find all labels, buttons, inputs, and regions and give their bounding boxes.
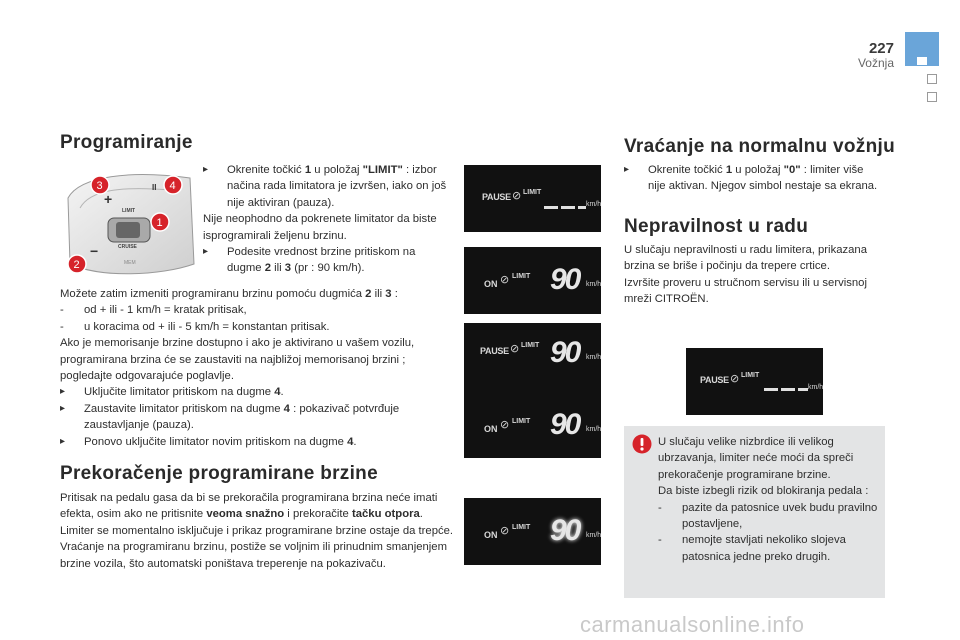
bullet-icon: ▸ — [203, 246, 209, 258]
paragraph: Limiter se momentalno isključuje i prikaz programirane brzine ostaje da trepće. — [60, 524, 454, 537]
list-item: ▸ Okrenite točkić 1 u položaj "LIMIT" : izbor načina rada limitatora je izvršen, iako on još nije aktiviran (pauza). — [203, 164, 447, 209]
speed-value: 90 — [550, 336, 580, 369]
dash-marker: - — [60, 320, 64, 333]
limiter-symbol-icon: ⊘ — [510, 343, 520, 355]
bullet-icon: ▸ — [624, 164, 630, 175]
paragraph: Pritisak na pedalu gasa da bi se prekoračila programirana brzina neće imati efekta, osim ako ne pritisnite veoma snažno i prekoračite tačku otpora. — [60, 492, 438, 521]
list-item: ▸ Okrenite točkić 1 u položaj "0" : limiter više nije aktivan. Njegov simbol nestaje sa ekrana. — [624, 164, 878, 193]
dash-marker: - — [658, 501, 662, 514]
chapter-tab[interactable] — [927, 92, 937, 102]
display-on — [464, 247, 601, 314]
watermark: carmanualsonline.info — [580, 612, 805, 637]
list-item: - pazite da patosnice uvek budu pravilno postavljene, — [658, 501, 878, 531]
limiter-symbol-icon: ⊘ — [730, 373, 740, 385]
bullet-icon: ▸ — [60, 386, 66, 398]
display-fault — [686, 348, 823, 415]
display-pause-speed — [464, 323, 601, 390]
list-item: ▸ Zaustavite limitator pritiskom na dugme 4 : pokazivač potvrđuje zaustavljanje (pauza). — [60, 402, 400, 432]
paragraph: U slučaju velike nizbrdice ili velikog ubrzavanja, limiter neće moći da spreči prekoračenje programirane brzine. — [658, 436, 854, 481]
paragraph: Izvršite proveru u stručnom servisu ili u servisnoj mreži CITROËN. — [624, 276, 867, 306]
pause-text: PAUSE — [700, 375, 729, 385]
limit-label: LIMIT — [122, 208, 136, 214]
paragraph: Nije neophodno da pokrenete limitator da biste isprogramirali željenu brzinu. — [203, 213, 437, 242]
speed-value: 90 — [550, 263, 580, 296]
speed-value: 90 — [550, 514, 580, 547]
warning-icon — [632, 434, 652, 454]
callout-2-label: 2 — [73, 259, 80, 271]
kmh-unit: km/h — [586, 354, 601, 361]
pause-button-icon: II — [152, 183, 157, 192]
limit-text: LIMIT — [512, 418, 531, 425]
limiter-symbol-icon: ⊘ — [500, 525, 510, 537]
on-text: ON — [484, 279, 498, 289]
kmh-unit: km/h — [586, 201, 601, 208]
heading-fault: Nepravilnost u radu — [624, 216, 809, 237]
plus-button-icon: + — [104, 191, 113, 207]
chapter-tab-marker — [917, 57, 927, 65]
section-name: Vožnja — [857, 56, 894, 70]
limit-text: LIMIT — [521, 342, 540, 349]
pause-text: PAUSE — [482, 192, 511, 202]
page-number: 227 — [868, 40, 894, 57]
paragraph: U slučaju nepravilnosti u radu limitera, prikazana brzina se briše i počinju da trepere crtice. — [624, 244, 867, 273]
list-item: ▸ Uključite limitator pritiskom na dugme 4. — [60, 384, 456, 400]
limit-text: LIMIT — [523, 189, 542, 196]
bullet-icon: ▸ — [60, 435, 66, 447]
list-item: ▸ Podesite vrednost brzine pritiskom na dugme 2 ili 3 (pr : 90 km/h). — [203, 246, 416, 275]
pause-text: PAUSE — [480, 346, 509, 356]
list-item: ▸ Ponovo uključite limitator novim pritiskom na dugme 4. — [60, 434, 456, 450]
speed-value: 90 — [550, 408, 580, 441]
chapter-tab[interactable] — [927, 74, 937, 84]
minus-button-icon: − — [90, 243, 99, 259]
steps-intro — [203, 162, 451, 277]
overspeed-body — [60, 490, 456, 572]
list-item: - nemojte stavljati nekoliko slojeva patosnica jedne preko drugih. — [658, 534, 846, 563]
warning-body — [658, 434, 880, 565]
kmh-unit: km/h — [586, 281, 601, 288]
limiter-symbol-icon: ⊘ — [500, 274, 510, 286]
callout-1-label: 1 — [156, 217, 163, 229]
heading-overspeed: Prekoračenje programirane brzine — [60, 463, 378, 484]
steering-control-diagram — [60, 168, 196, 280]
bullet-icon: ▸ — [203, 164, 209, 175]
paragraph: Vraćanje na programiranu brzinu, postiže se voljnim ili prinudnim smanjenjem brzine vozila, što automatski poništava treperenje na pokazivaču. — [60, 541, 447, 570]
heading-programming: Programiranje — [60, 132, 193, 153]
on-text: ON — [484, 424, 498, 434]
display-pause — [464, 165, 601, 232]
paragraph: Da biste izbegli rizik od blokiranja pedala : — [658, 485, 869, 498]
callout-3-label: 3 — [96, 180, 103, 192]
kmh-unit: km/h — [586, 426, 601, 433]
callout-4-label: 4 — [169, 180, 176, 192]
paragraph: Ako je memorisanje brzine dostupno i ako je aktivirano u vašem vozilu, programirana brzina će se zaustaviti na najbližoj memorisanoj brzini ; pogledajte odgovarajuće poglavlje. — [60, 337, 415, 383]
cruise-label: CRUISE — [118, 244, 137, 250]
limit-text: LIMIT — [741, 372, 760, 379]
normal-driving-body — [624, 162, 882, 195]
heading-normal-driving: Vraćanje na normalnu vožnju — [624, 136, 896, 157]
bullet-icon: ▸ — [60, 402, 66, 414]
mem-label: MEM — [124, 260, 136, 266]
dash-marker: - — [60, 304, 64, 317]
dash-marker: - — [658, 534, 662, 547]
display-on-2 — [464, 390, 601, 458]
limit-text: LIMIT — [512, 524, 531, 531]
kmh-unit: km/h — [586, 532, 601, 539]
programming-body — [60, 286, 456, 450]
display-on-blink — [464, 498, 601, 565]
limiter-symbol-icon: ⊘ — [500, 419, 510, 431]
list-item: - u koracima od + ili - 5 km/h = konstantan pritisak. — [60, 319, 456, 335]
on-text: ON — [484, 530, 498, 540]
kmh-unit: km/h — [808, 384, 823, 391]
fault-body — [624, 242, 882, 308]
paragraph: Možete zatim izmeniti programiranu brzinu pomoću dugmića 2 ili 3 : — [60, 288, 398, 300]
limit-text: LIMIT — [512, 273, 531, 280]
list-item: - od + ili - 1 km/h = kratak pritisak, — [60, 302, 456, 318]
warning-box — [624, 426, 885, 598]
limiter-symbol-icon: ⊘ — [512, 190, 522, 202]
